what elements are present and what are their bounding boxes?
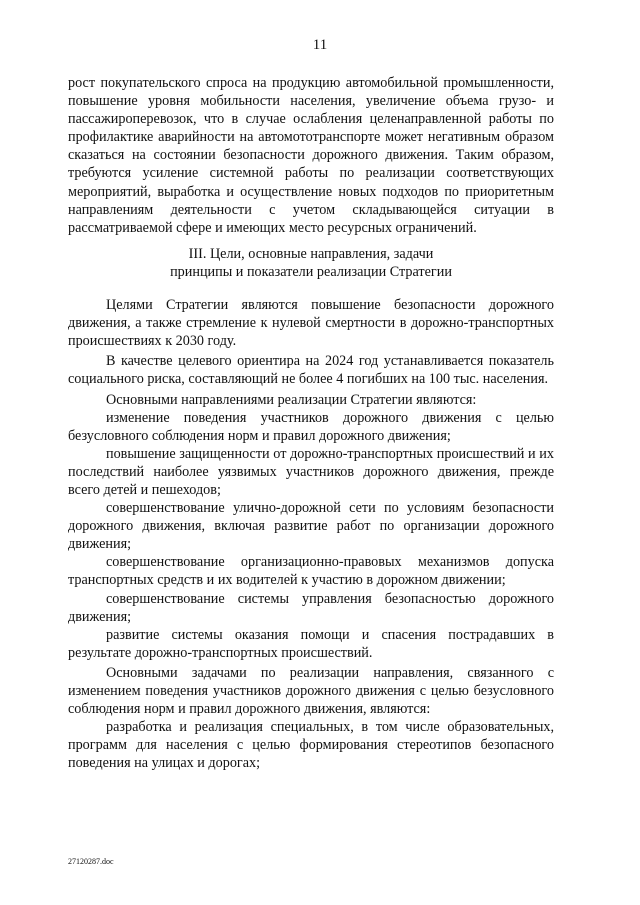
footer-filename: 27120287.doc xyxy=(68,857,114,866)
list-item-programs: разработка и реализация специальных, в том числе образовательных, программ для населения с целью формирования стереотипов безопасного поведения на улицах и дорогах; xyxy=(68,719,554,772)
list-item-management: совершенствование системы управления безопасностью дорожного движения; xyxy=(68,590,554,625)
section-heading xyxy=(68,245,554,282)
paragraph-directions-intro: Основными направлениями реализации Стратегии являются: xyxy=(106,391,477,408)
paragraph-intro: рост покупательского спроса на продукцию автомобильной промышленности, повышение уровня мобильности населения, увеличение объема грузо- и пассажироперевозок, что в случае ослабления целенаправленной работы по профилактике аварийности на автомототранспорте может негативным образом сказаться на состоянии безопасности дорожного движения. Таким образом, требуются усиление системной работы по реализации соответствующих мероприятий, выработка и осуществление новых подходов по приоритетным направлениям деятельности с учетом складывающейся ситуации в рассматриваемой сфере и имеющих место ресурсных ограничений. xyxy=(68,75,554,236)
list-item-behavior: изменение поведения участников дорожного движения с целью безусловного соблюдения норм и правил дорожного движения; xyxy=(68,409,554,444)
paragraph-tasks: Основными задачами по реализации направления, связанного с изменением поведения участников дорожного движения с целью безусловного соблюдения норм и правил дорожного движения, являются: xyxy=(68,664,554,718)
paragraph-target: В качестве целевого ориентира на 2024 год устанавливается показатель социального риска, составляющий не более 4 погибших на 100 тыс. населения. xyxy=(68,353,554,388)
list-item-admission: совершенствование организационно-правовых механизмов допуска транспортных средств и их водителей к участию в дорожном движении; xyxy=(68,554,554,589)
section-heading-line2: принципы и показатели реализации Стратегии xyxy=(170,264,452,281)
list-item-rescue: развитие системы оказания помощи и спасения пострадавших в результате дорожно-транспортных происшествий. xyxy=(68,626,554,661)
document-body xyxy=(68,74,554,772)
list-item-protection: повышение защищенности от дорожно-транспортных происшествий и их последствий наиболее уязвимых участников дорожного движения, прежде всего детей и пешеходов; xyxy=(68,445,554,498)
page-number: 11 xyxy=(312,37,328,53)
list-item-road-network: совершенствование улично-дорожной сети по условиям безопасности дорожного движения, включая развитие работ по организации дорожного движения; xyxy=(68,500,554,553)
section-heading-line1: III. Цели, основные направления, задачи xyxy=(188,245,434,262)
paragraph-goals: Целями Стратегии являются повышение безопасности дорожного движения, а также стремление к нулевой смертности в дорожно-транспортных происшествиях к 2030 году. xyxy=(68,297,554,350)
